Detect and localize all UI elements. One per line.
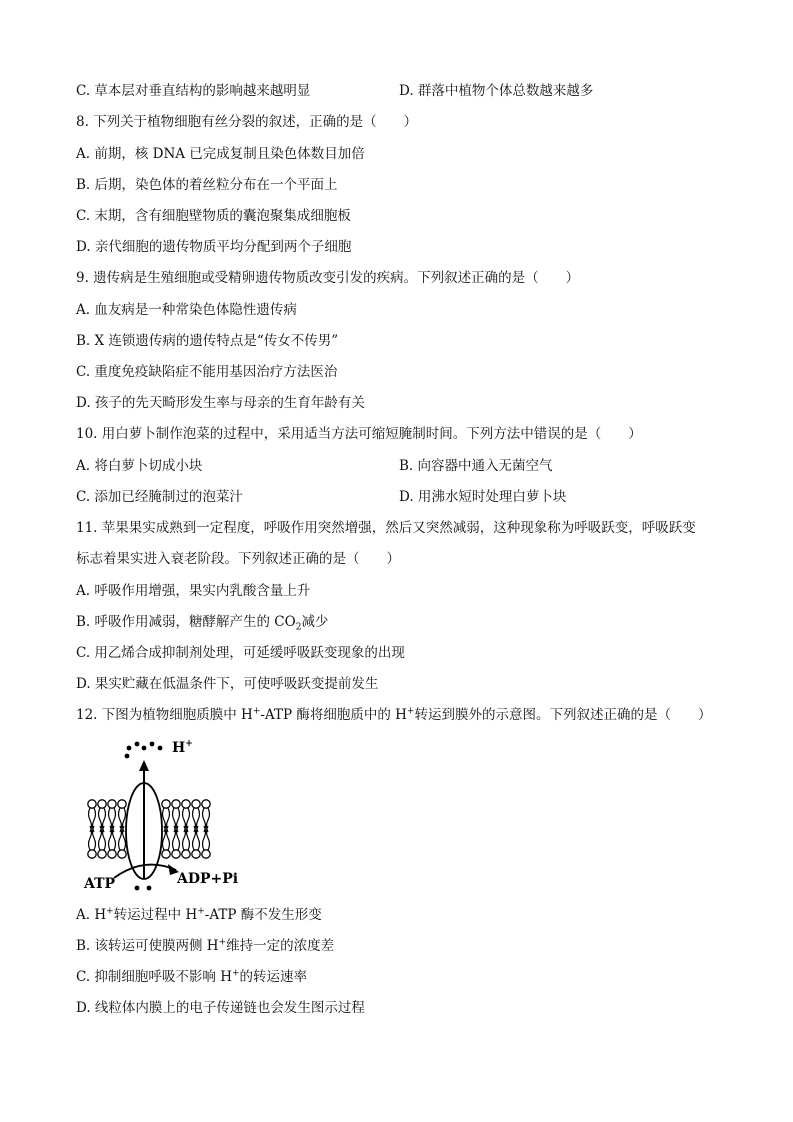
q11-option-b [76,613,328,631]
q8-option-b: B. 后期，染色体的着丝粒分布在一个平面上 [76,177,338,193]
lipid-tail [187,826,190,850]
lipid-tail [109,826,112,850]
q11-option-a: A. 呼吸作用增强，果实内乳酸含量上升 [76,583,311,599]
lipid-tail [207,826,210,850]
q10-option-a: A. 将白萝卜切成小块 [76,458,203,474]
q8-stem: 8. 下列关于植物细胞有丝分裂的叙述，正确的是（ ） [76,114,418,130]
q8-option-c: C. 末期，含有细胞壁物质的囊泡聚集成细胞板 [76,208,351,224]
lipid-head [192,850,200,858]
membrane-atpase-diagram [80,738,250,893]
q12-option-c [76,968,307,986]
lipid-head [202,800,210,808]
q10-option-b: B. 向容器中通入无菌空气 [399,458,553,474]
q10-option-d: D. 用沸水短时处理白萝卜块 [399,489,567,505]
q10-stem: 10. 用白萝卜制作泡菜的过程中，采用适当方法可缩短腌制时间。下列方法中错误的是（ ） [76,426,642,442]
q11-option-d: D. 果实贮藏在低温条件下，可使呼吸跃变提前发生 [76,676,379,692]
q7-option-d: D. 群落中植物个体总数越来越多 [399,83,594,99]
q12-option-a-text-1: A. H [76,907,107,923]
q9-option-d: D. 孩子的先天畸形发生率与母亲的生育年龄有关 [76,395,365,411]
lipid-head [88,800,96,808]
lipid-tail [173,826,176,850]
q11-option-b-text-end: 减少 [301,614,329,630]
lipid-tail [183,826,186,850]
lipid-head [182,850,190,858]
lipid-tail [113,826,116,850]
lipid-head [182,800,190,808]
lipid-tail [167,826,170,850]
q12-option-b [76,937,334,955]
lipid-tail [193,826,196,850]
q8-option-d: D. 亲代细胞的遗传物质平均分配到两个子细胞 [76,239,352,255]
q12-stem-text-1: 12. 下图为植物细胞质膜中 H [76,707,253,723]
lipid-tail [99,826,102,850]
lipid-tail [89,826,92,850]
lipid-tail [93,826,96,850]
lipid-head [162,850,170,858]
q12-option-d: D. 线粒体内膜上的电子传递链也会发生图示过程 [76,1000,365,1016]
q12-option-a [76,906,322,924]
lipid-tail [123,826,126,850]
q12-option-c-text-2: 的转运速率 [239,969,308,985]
lipid-head [108,800,116,808]
q12-option-a-sup-1: + [106,906,114,917]
q9-stem: 9. 遗传病是生殖细胞或受精卵遗传物质改变引发的疾病。下列叙述正确的是（ ） [76,270,580,286]
lipid-tail [197,826,200,850]
lipid-head [172,850,180,858]
q12-stem-text-2: -ATP 酶将细胞质中的 H [260,707,407,723]
q12-option-a-text-2: 转运过程中 H [113,907,198,923]
lipid-head [88,850,96,858]
lipid-head [118,800,126,808]
q12-stem [76,706,711,724]
lipid-tail [163,826,166,850]
q12-option-b-text-2: 维持一定的浓度差 [226,938,335,954]
q12-stem-sup-2: + [406,706,415,717]
q12-option-b-text-1: B. 该转运可使膜两侧 H [76,938,219,954]
q11-stem-line2: 标志着果实进入衰老阶段。下列叙述正确的是（ ） [76,551,400,567]
label-h-plus: H+ [172,739,193,756]
lipid-head [108,850,116,858]
q8-option-a: A. 前期，核 DNA 已完成复制且染色体数目加倍 [76,146,365,162]
q12-option-a-sup-2: + [197,906,205,917]
proton-dots-outside [125,742,163,759]
q9-option-a: A. 血友病是一种常染色体隐性遗传病 [76,302,297,318]
q12-option-b-sup: + [218,937,227,948]
lipid-head [98,850,106,858]
q11-option-b-subscript: 2 [295,622,302,633]
lipid-head [202,850,210,858]
lipid-tail [203,826,206,850]
q9-option-c: C. 重度免疫缺陷症不能用基因治疗方法医治 [76,364,338,380]
q7-option-c: C. 草本层对垂直结构的影响越来越明显 [76,83,311,99]
q11-stem-line1: 11. 苹果果实成熟到一定程度，呼吸作用突然增强，然后又突然减弱，这种现象称为呼吸跃变，呼吸跃变 [76,520,696,536]
proton-dots-inside [135,886,152,891]
q12-option-c-text-1: C. 抑制细胞呼吸不影响 H [76,969,232,985]
q10-option-c: C. 添加已经腌制过的泡菜汁 [76,489,243,505]
lipid-tail [177,826,180,850]
lipid-tail [119,826,122,850]
lipid-head [192,800,200,808]
q11-option-c: C. 用乙烯合成抑制剂处理，可延缓呼吸跃变现象的出现 [76,645,405,661]
label-adp-pi: ADP+Pi [177,871,239,887]
q12-stem-text-3: 转运到膜外的示意图。下列叙述正确的是（ ） [414,707,712,723]
q9-option-b: B. X 连锁遗传病的遗传特点是“传女不传男” [76,333,339,349]
lipid-head [118,850,126,858]
lipid-head [162,800,170,808]
label-atp: ATP [84,876,116,892]
lipid-head [98,800,106,808]
q12-stem-sup-1: + [252,706,261,717]
lipid-tail [103,826,106,850]
lipid-head [172,800,180,808]
q12-option-a-text-3: -ATP 酶不发生形变 [204,907,322,923]
q12-option-c-sup: + [232,968,240,979]
q11-option-b-text: B. 呼吸作用减弱，糖酵解产生的 CO [76,614,296,630]
